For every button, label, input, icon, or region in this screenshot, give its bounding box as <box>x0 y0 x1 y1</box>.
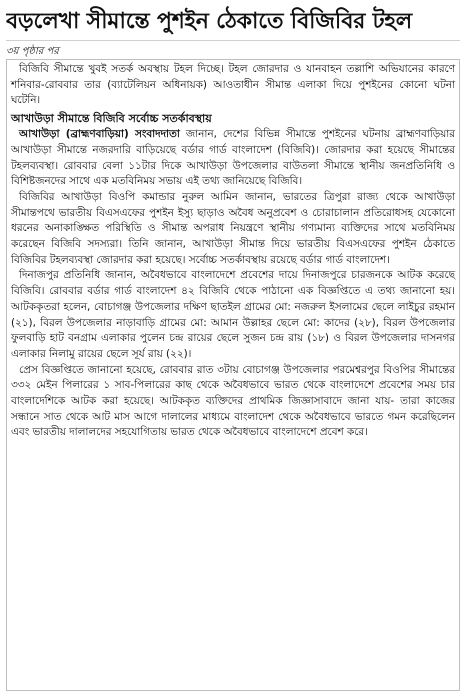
paragraph-4: দিনাজপুর প্রতিনিধি জানান, অবৈধভাবে বাংলাদেশে প্রবেশের দায়ে দিনাজপুরে চারজনকে আটক করেছে বিজিবি। রোববার বর্ডার গার্ড বাংলাদেশ ৪২ বিজিবি থেকে পাঠানো এক বিজ্ঞপ্তিতে এ তথ্য জানানো হয়। আটককৃতরা হলেন, বোচাগঞ্জ উপজেলার দক্ষিণ ছাতইল গ্রামের মো: নজরুল ইসলামের ছেলে লাইচুর রহমান (২১), বিরল উপজেলার নাড়াবাড়ি গ্রামের মো: আমান উল্লাহর ছেলে মো: কাদের (২৮), বিরল উপজেলার ফুলবাড়ি হাট বনগ্রাম এলাকার পুলেন চন্দ্র রায়ের ছেলে সুজন চন্দ্র রায় (১৮) ও বিরল উপজেলার দাসনগর এলাকার নিলামু রায়ের ছেলে সূর্য রায় (২২)। <box>11 269 455 360</box>
paragraph-1: বিজিবি সীমান্তে খুবই সতর্ক অবস্থায় টহল দিচ্ছে। টহল জোরদার ও যানবাহন তল্লাশি অভিযানের কারণে শনিবার-রোববার তার (ব্যাটেলিয়ন অধিনায়ক) আওতাধীন সীমান্ত এলাকা দিয়ে পুশইনের কোনো ঘটনা ঘটেনি। <box>11 63 455 107</box>
continued-from-label: ৩য় পৃষ্ঠার পর <box>6 46 59 57</box>
byline: আখাউড়া (ব্রাহ্মণবাড়িয়া) সংবাদদাতা <box>19 128 180 141</box>
headline: বড়লেখা সীমান্তে পুশইন ঠেকাতে বিজিবির টহল <box>6 6 460 41</box>
paragraph-3: বিজিবির আখাউড়া বিওপি কমান্ডার নুরুল আমিন জানান, ভারতের ত্রিপুরা রাজ্য থেকে আখাউড়া সীমান্তপথে ভারতীয় বিএসএফের পুশইন ইস্যু ছাড়াও অবৈধ অনুপ্রবেশ ও চোরাচালান প্রতিরোধসহ যেকোনো ধরনের অনাকাঙ্ক্ষিত পরিস্থিতি ও সীমান্ত অপরাধ নিয়ন্ত্রণে স্থানীয় গণ্যমান্য ব্যক্তিদের সাথে মতবিনিময় করেছেন বিজিবি সদস্যরা। তিনি জানান, আখাউড়া সীমান্ত দিয়ে ভারতীয় বিএসএফের পুশইন ঠেকাতে বিজিবির টহলব্যবস্থা জোরদার করা হয়েছে। সর্বোচ্চ সতর্কাবস্থায় রয়েছে বর্ডার গার্ড বাংলাদেশ। <box>11 190 455 266</box>
subheading: আখাউড়া সীমান্তে বিজিবি সর্বোচ্চ সতর্কাবস্থায় <box>11 112 212 126</box>
article-body <box>6 59 460 691</box>
paragraph-5: প্রেস বিজ্ঞপ্তিতে জানানো হয়েছে, রোববার রাত ৩টায় বোচাগঞ্জ উপজেলার পরমেশ্বরপুর বিওপির সীমান্তের ৩৩২ মেইন পিলারের ১ সাব-পিলারের কাছ থেকে অবৈধভাবে ভারত থেকে বাংলাদেশে প্রবেশের সময় চার বাংলাদেশিকে আটক করা হয়েছে। আটককৃত ব্যক্তিদের প্রাথমিক জিজ্ঞাসাবাদে জানা যায়- তারা কাজের সন্ধানে সাত থেকে আট মাস আগে দালালের মাধ্যমে বাংলাদেশ থেকে অবৈধভাবে ভারতে গমন করেছিলেন এবং ভারতীয় দালালদের সহযোগিতায় ভারত থেকে অবৈধভাবে বাংলাদেশে প্রবেশ করে। <box>11 363 455 439</box>
paragraph-2-text: জানান, দেশের বিভিন্ন সীমান্তে পুশইনের ঘটনায় ব্রাহ্মণবাড়িয়ার আখাউড়া সীমান্তে নজরদারি বাড়িয়েছে বর্ডার গার্ড বাংলাদেশ (বিজিবি)। জোরদার করা হয়েছে সীমান্তের টহলব্যবস্থা। রোববার বেলা ১১টার দিকে আখাউড়া উপজেলার বাউতলা সীমান্তে স্থানীয় জনপ্রতিনিধি ও বিশিষ্টজনদের সাথে এক মতবিনিময় সভায় এই তথ্য জানিয়েছে বিজিবি। <box>11 128 455 188</box>
paragraph-2 <box>11 127 455 190</box>
